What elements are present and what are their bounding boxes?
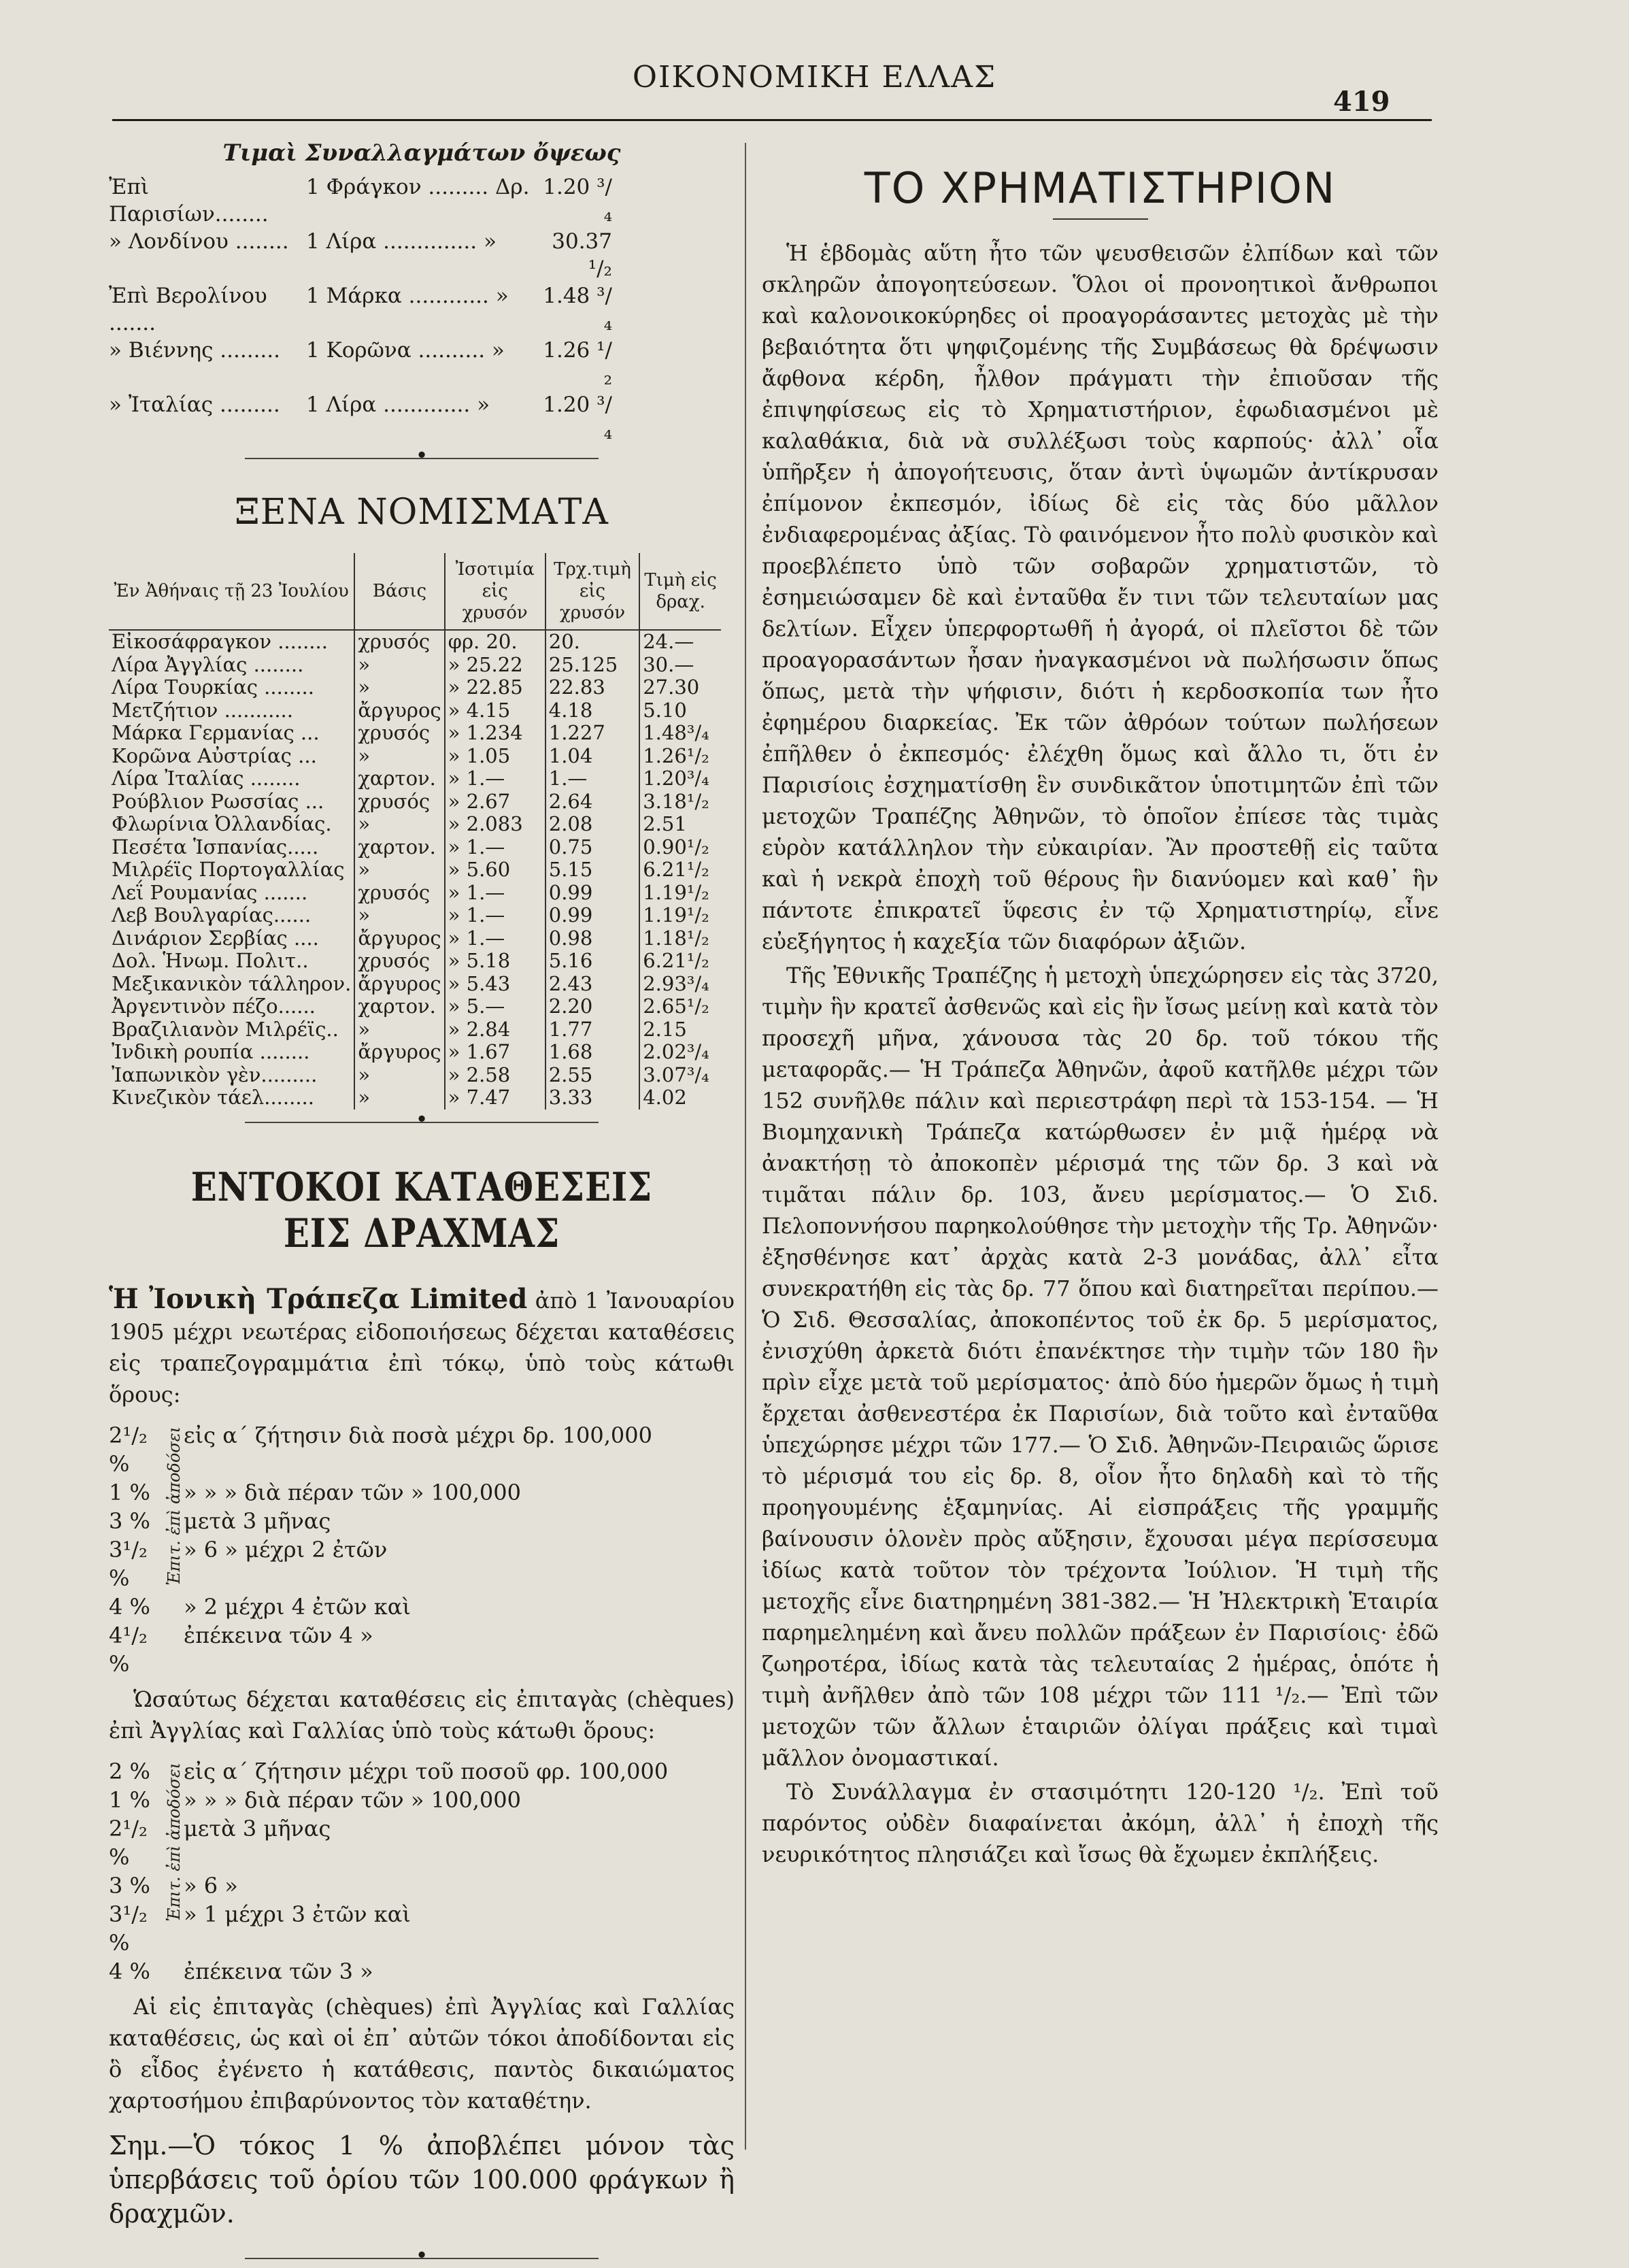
- cell-parity: » 22.85: [445, 676, 545, 699]
- rate-terms: εἰς α΄ ζήτησιν μέχρι τοῦ ποσοῦ φρ. 100,000: [184, 1758, 669, 1784]
- cell-coin: Κορῶνα Αὐστρίας ...: [109, 745, 354, 768]
- cell-basis: ἄργυρος: [354, 973, 444, 996]
- cell-drachma-price: 3.07³/₄: [643, 1063, 709, 1086]
- cell-parity: » 5.—: [445, 995, 545, 1018]
- rate-terms: » 6 »: [184, 1872, 238, 1899]
- cell-coin: Πεσέτα Ἱσπανίας.....: [109, 836, 354, 859]
- cell-drachma-price: 1.18¹/₂: [643, 926, 709, 950]
- cell-basis: »: [354, 676, 444, 699]
- cell-parity: » 5.18: [445, 950, 545, 973]
- cell-current-price: 0.99: [545, 904, 639, 927]
- rate-terms: » 1 μέχρι 3 ἐτῶν καὶ: [184, 1901, 411, 1927]
- cell-drachma-price: 6.21¹/₂: [643, 949, 709, 972]
- cell-parity: » 1.67: [445, 1041, 545, 1064]
- cell-basis: »: [354, 904, 444, 927]
- cell-current-price: 1.04: [545, 745, 639, 768]
- page-number: 419: [1333, 86, 1390, 118]
- cell-drachma-price: 2.65¹/₂: [643, 995, 709, 1018]
- cell-current-price: 0.75: [545, 836, 639, 859]
- table-row: [109, 630, 721, 654]
- cell-current-price: 3.33: [545, 1086, 639, 1110]
- deposits-intro-text: ἀπὸ 1 Ἰανουαρίου 1905 μέχρι νεωτέρας εἰδοποιήσεως δέχεται καταθέσεις εἰς τραπεζογραμμάτια ἐπὶ τόκῳ, ὑπὸ τοὺς κάτωθι ὅρους:: [109, 1287, 735, 1407]
- cell-drachma-price: 1.48³/₄: [643, 721, 709, 744]
- cell-basis: χρυσός: [354, 722, 444, 745]
- cell-parity: » 5.60: [445, 858, 545, 882]
- cell-parity: » 7.47: [445, 1086, 545, 1110]
- cell-parity: » 1.—: [445, 836, 545, 859]
- table-row: [109, 973, 721, 996]
- table-row: [109, 995, 721, 1018]
- rate-percent: 2 %: [109, 1758, 150, 1784]
- exchange-rate-unit: 1 Λίρα ............. »: [306, 393, 490, 417]
- table-row: [109, 858, 721, 882]
- table-row: [109, 813, 721, 836]
- cell-coin: Ἰαπωνικὸν γὲν.........: [109, 1064, 354, 1087]
- rate-percent: 4 %: [109, 1593, 150, 1620]
- rate-row: [109, 1871, 735, 1900]
- cell-coin: Μεξικανικὸν τάλληρον.: [109, 973, 354, 996]
- table-row: [109, 950, 721, 973]
- rate-row: [109, 1814, 735, 1871]
- cell-basis: χρυσός: [354, 950, 444, 973]
- cell-drachma-price: 1.19¹/₂: [643, 903, 709, 927]
- exchange-rate-row: [109, 228, 735, 282]
- cell-drachma-price: 0.90¹/₂: [643, 835, 709, 858]
- col-header-date: Ἐν Ἀθήναις τῇ 23 Ἰουλίου: [109, 553, 354, 630]
- closing-text: Αἱ εἰς ἐπιταγὰς (chèques) ἐπὶ Ἀγγλίας καὶ Γαλλίας καταθέσεις, ὡς καὶ οἱ ἐπ᾿ αὐτῶν τόκοι ἀποδίδονται εἰς ὃ εἶδος ἐγένετο ἡ κατάθεσις, παντὸς δικαιώματος χαρτοσήμου ἐπιβαρύνοντος τὸν καταθέτην.: [109, 1993, 735, 2114]
- cell-basis: ἄργυρος: [354, 927, 444, 950]
- cell-drachma-price: 1.19¹/₂: [643, 880, 709, 904]
- table-row: [109, 790, 721, 814]
- title-rule: [1053, 218, 1148, 220]
- ornament-divider: [245, 458, 599, 459]
- exchange-rate-unit: 1 Κορῶνα .......... »: [306, 338, 505, 363]
- table-header-row: [109, 553, 721, 630]
- rate-terms: ἐπέκεινα τῶν 4 »: [184, 1622, 373, 1648]
- cell-basis: χαρτον.: [354, 767, 444, 790]
- cell-current-price: 2.55: [545, 1064, 639, 1087]
- deposits-note: Σημ.—Ὁ τόκος 1 % ἀποβλέπει μόνον τὰς ὑπερβάσεις τοῦ ὁρίου τῶν 100.000 φράγκων ἢ δραχμῶν.: [109, 2130, 735, 2229]
- ornament-divider: [245, 2258, 599, 2259]
- article-paragraph: Τῆς Ἐθνικῆς Τραπέζης ἡ μετοχὴ ὑπεχώρησεν εἰς τὰς 3720, τιμὴν ἣν κρατεῖ ἀσθενῶς καὶ εἰς ἣν ἴσως μείνῃ καὶ κατὰ τὸν προσεχῆ μῆνα, χάνουσα τὰς 20 δρ. τοῦ τόκου τῆς μεταφορᾶς.— Ἡ Τράπεζα Ἀθηνῶν, ἀφοῦ κατῆλθε μέχρι τῶν 152 συνῆλθε πάλιν καὶ περιεστράφη περὶ τὰ 153-154. — Ἡ Βιομηχανικὴ Τράπεζα κατώρθωσεν ἐν μιᾷ ἡμέρᾳ νὰ ἀνακτήσῃ τὸ ἀποκοπὲν μέρισμά της τῶν δρ. 3 καὶ νὰ τιμᾶται πάλιν δρ. 103, ἄνευ μερίσματος.— Ὁ Σιδ. Πελοποννήσου παρηκολούθησε τὴν μετοχὴν τῆς Τρ. Ἀθηνῶν· ἐξησθένησε κατ᾿ ἀρχὰς κατὰ 2-3 μονάδας, ἀλλ᾿ εἶτα συνεκρατήθη εἰς τὰς δρ. 77 ὅπου καὶ διατηρεῖται περίπου.— Ὁ Σιδ. Θεσσαλίας, ἀποκοπέντος τοῦ ἐκ δρ. 5 μερίσματος, ἐνισχύθη ἀρκετὰ διότι ἐπανέκτησε τὴν τιμὴν τῶν 180 ἣν πρὶν εἶχε μετὰ τοῦ μερίσματος· ἀπὸ δύο ἡμερῶν ὅμως ἡ τιμὴ ἔρχεται ἀσθενεστέρα ἐκ Παρισίων, διὰ τοῦτο καὶ ἐνταῦθα ὑπεχώρησε μέχρι τῶν 177.— Ὁ Σιδ. Ἀθηνῶν-Πειραιῶς ὥρισε τὸ μέρισμά του εἰς δρ. 8, οἷον ἦτο δηλαδὴ καὶ τὸ τῆς προηγουμένης ἑξαμηνίας. Αἱ εἰσπράξεις τῆς γραμμῆς βαίνουσιν ὁλονὲν πρὸς αὔξησιν, ἔχουσαι μέγα περίσσευμα ἰδίως κατὰ τοῦτον τὸν τρέχοντα Ἰούλιον. Ἡ τιμὴ τῆς μετοχῆς εἶνε διατηρημένη 381-382.— Ἡ Ἠλεκτρικὴ Ἑταιρία παρημελημένη καὶ ἄνευ πολλῶν πράξεων ἐν Παρισίοις· ἐδῶ ζωηροτέρα, ἰδίως κατὰ τὰς τελευταίας 2 ἡμέρας, ὁπότε ἡ τιμὴ ἀνῆλθεν ἀπὸ τῶν 108 μέχρι τῶν 111 ¹/₂.— Ἐπὶ τῶν μετοχῶν τῶν ἄλλων ἑταιριῶν ὀλίγαι πράξεις καὶ τιμαὶ μᾶλλον ὀνομαστικαί.: [762, 963, 1439, 1771]
- rate-percent: 1 %: [109, 1479, 150, 1505]
- cell-drachma-price: 2.02³/₄: [643, 1040, 709, 1063]
- cell-coin: Φλωρίνια Ὀλλανδίας.: [109, 813, 354, 836]
- table-row: [109, 722, 721, 745]
- rate-row: [109, 1592, 735, 1621]
- column-divider: [745, 143, 746, 2150]
- cell-basis: »: [354, 813, 444, 836]
- cell-basis: »: [354, 654, 444, 677]
- cell-coin: Κινεζικὸν τάελ........: [109, 1086, 354, 1110]
- rate-row: [109, 1786, 735, 1814]
- vertical-label: Ἐπιτ. ἐπὶ ἀποδόσει: [165, 1426, 184, 1586]
- exchange-rate-value: 1.26 ¹/₂: [543, 338, 612, 390]
- cell-coin: Λεΐ Ρουμανίας .......: [109, 882, 354, 905]
- cell-coin: Λίρα Ἰταλίας ........: [109, 767, 354, 790]
- rate-percent: 3¹/₂ %: [109, 1536, 148, 1591]
- cell-current-price: 2.08: [545, 813, 639, 836]
- cell-basis: χρυσός: [354, 882, 444, 905]
- table-row: [109, 745, 721, 768]
- cell-current-price: 0.99: [545, 882, 639, 905]
- cell-coin: Ρούβλιον Ρωσσίας ...: [109, 790, 354, 814]
- table-row: [109, 699, 721, 722]
- rate-terms: μετὰ 3 μῆνας: [184, 1507, 331, 1534]
- cell-drachma-price: 30.—: [643, 652, 694, 676]
- cell-coin: Λεβ Βουλγαρίας......: [109, 904, 354, 927]
- cell-basis: χρυσός: [354, 790, 444, 814]
- exchange-rate-row: [109, 391, 735, 446]
- table-row: [109, 1064, 721, 1087]
- rate-terms: » 6 » μέχρι 2 ἐτῶν: [184, 1536, 388, 1563]
- cell-parity: » 1.—: [445, 882, 545, 905]
- col-header-basis: Βάσις: [354, 553, 444, 630]
- rate-terms: » 2 μέχρι 4 ἐτῶν καὶ: [184, 1593, 411, 1620]
- cell-basis: »: [354, 745, 444, 768]
- table-row: [109, 836, 721, 859]
- exchange-rate-value: 1.48 ³/₄: [543, 284, 612, 335]
- rate-percent: 4¹/₂ %: [109, 1622, 148, 1677]
- deposits-title: ΕΝΤΟΚΟΙ ΚΑΤΑΘΕΣΕΙΣ ΕΙΣ ΔΡΑΧΜΑΣ: [190, 1163, 653, 1256]
- cell-current-price: 1.77: [545, 1018, 639, 1041]
- cell-parity: » 2.67: [445, 790, 545, 814]
- cheques-text: Ὡσαύτως δέχεται καταθέσεις εἰς ἐπιταγὰς (chèques) ἐπὶ Ἀγγλίας καὶ Γαλλίας ὑπὸ τοὺς κάτωθι ὅρους:: [109, 1686, 735, 1744]
- rate-terms: εἰς α΄ ζήτησιν διὰ ποσὰ μέχρι δρ. 100,000: [184, 1422, 652, 1448]
- cell-current-price: 1.68: [545, 1041, 639, 1064]
- exchange-rate-row: [109, 173, 735, 228]
- cell-parity: » 25.22: [445, 654, 545, 677]
- cell-drachma-price: 2.15: [643, 1017, 687, 1041]
- exchange-rate-unit: 1 Φράγκον ......... Δρ.: [306, 175, 530, 199]
- cell-current-price: 22.83: [545, 676, 639, 699]
- cell-basis: »: [354, 1064, 444, 1087]
- exchange-rate-value: 1.20 ³/₄: [543, 393, 612, 444]
- table-row: [109, 767, 721, 790]
- cell-coin: Εἰκοσάφραγκον ........: [109, 630, 354, 654]
- cell-parity: » 2.84: [445, 1018, 545, 1041]
- exchange-rate-value: 30.37 ¹/₂: [552, 229, 612, 281]
- cell-basis: »: [354, 1018, 444, 1041]
- cell-current-price: 0.98: [545, 927, 639, 950]
- exchange-rate-place: » Ἰταλίας .........: [109, 393, 280, 417]
- page-header-title: ΟΙΚΟΝΟΜΙΚΗ ΕΛΛΑΣ: [632, 60, 997, 95]
- exchange-rate-value: 1.20 ³/₄: [543, 175, 612, 227]
- exchange-rate-place: » Λονδίνου ........: [109, 229, 289, 254]
- cell-parity: » 5.43: [445, 973, 545, 996]
- rate-percent: 3 %: [109, 1507, 150, 1534]
- cell-coin: Ἰνδικὴ ρουπία ........: [109, 1041, 354, 1064]
- cell-basis: ἄργυρος: [354, 699, 444, 722]
- rate-percent: 3¹/₂ %: [109, 1901, 148, 1956]
- header-rule: [112, 119, 1432, 121]
- cell-basis: χαρτον.: [354, 995, 444, 1018]
- cell-drachma-price: 2.93³/₄: [643, 971, 709, 995]
- exchange-rates-title: Τιμαὶ Συναλλαγμάτων ὄψεως: [222, 139, 621, 167]
- rate-percent: 3 %: [109, 1872, 150, 1899]
- cell-coin: Λίρα Ἀγγλίας ........: [109, 654, 354, 677]
- cell-coin: Ἀργεντινὸν πέζο......: [109, 995, 354, 1018]
- exchange-rate-unit: 1 Λίρα .............. »: [306, 229, 497, 254]
- cell-coin: Μάρκα Γερμανίας ...: [109, 722, 354, 745]
- cell-drachma-price: 24.—: [643, 630, 694, 653]
- exchange-rate-row: [109, 282, 735, 337]
- cell-current-price: 1.227: [545, 722, 639, 745]
- cell-drachma-price: 27.30: [643, 676, 700, 699]
- rate-row: [109, 1421, 735, 1478]
- table-row: [109, 1018, 721, 1041]
- foreign-coins-body: [109, 630, 721, 1110]
- exchange-rate-unit: 1 Μάρκα ............ »: [306, 284, 509, 308]
- cell-coin: Βραζιλιανὸν Μιλρέϊς..: [109, 1018, 354, 1041]
- rate-terms: ἐπέκεινα τῶν 3 »: [184, 1958, 373, 1984]
- rate-percent: 4 %: [109, 1958, 150, 1984]
- table-row: [109, 927, 721, 950]
- rate-terms: » » » διὰ πέραν τῶν » 100,000: [184, 1786, 521, 1813]
- cell-current-price: 5.16: [545, 950, 639, 973]
- exchange-rate-row: [109, 337, 735, 391]
- rate-percent: 1 %: [109, 1786, 150, 1813]
- cell-parity: » 1.—: [445, 927, 545, 950]
- article-paragraph: Τὸ Συνάλλαγμα ἐν στασιμότητι 120-120 ¹/₂. Ἐπὶ τοῦ παρόντος οὐδὲν διαφαίνεται ἀκόμη, ἀλλ᾿ ἡ ἐποχὴ τῆς νευρικότητος πλησιάζει καὶ ἴσως θὰ ἔχωμεν ἐκπλήξεις.: [762, 1779, 1439, 1867]
- cell-drachma-price: 1.26¹/₂: [643, 744, 709, 767]
- cell-coin: Δολ. Ἡνωμ. Πολιτ..: [109, 950, 354, 973]
- rate-row: [109, 1478, 735, 1507]
- cell-basis: »: [354, 1086, 444, 1110]
- rates-list-drachma: [109, 1421, 735, 1678]
- rate-percent: 2¹/₂ %: [109, 1422, 148, 1477]
- cell-drachma-price: 2.51: [643, 812, 687, 835]
- cell-current-price: 2.43: [545, 973, 639, 996]
- rate-row: [109, 1957, 735, 1986]
- cell-basis: ἄργυρος: [354, 1041, 444, 1064]
- rate-row: [109, 1507, 735, 1535]
- cell-current-price: 20.: [545, 630, 639, 654]
- rate-row: [109, 1757, 735, 1786]
- right-column: [762, 150, 1439, 1873]
- cell-parity: » 4.15: [445, 699, 545, 722]
- cell-parity: φρ. 20.: [445, 630, 545, 654]
- table-row: [109, 882, 721, 905]
- table-row: [109, 676, 721, 699]
- cell-parity: » 1.234: [445, 722, 545, 745]
- cell-parity: » 2.58: [445, 1064, 545, 1087]
- col-header-drachma-price: Τιμὴ εἰς δραχ.: [639, 553, 721, 630]
- cell-drachma-price: 6.21¹/₂: [643, 858, 709, 881]
- left-column: [109, 139, 735, 2259]
- cell-current-price: 25.125: [545, 654, 639, 677]
- cell-parity: » 2.083: [445, 813, 545, 836]
- exchange-rate-place: Ἐπὶ Παρισίων........: [109, 175, 269, 227]
- table-row: [109, 654, 721, 677]
- cell-coin: Λίρα Τουρκίας ........: [109, 676, 354, 699]
- rate-terms: » » » διὰ πέραν τῶν » 100,000: [184, 1479, 521, 1505]
- foreign-coins-table: [109, 553, 721, 1110]
- rate-row: [109, 1621, 735, 1678]
- cell-drachma-price: 4.02: [643, 1086, 687, 1109]
- stock-exchange-title: ΤΟ ΧΡΗΜΑΤΙΣΤΗΡΙΟΝ: [864, 163, 1337, 213]
- cell-parity: » 1.05: [445, 745, 545, 768]
- rate-row: [109, 1900, 735, 1957]
- cell-current-price: 5.15: [545, 858, 639, 882]
- rate-percent: 2¹/₂ %: [109, 1815, 148, 1870]
- cell-coin: Δινάριον Σερβίας ....: [109, 927, 354, 950]
- foreign-coins-title: ΞΕΝΑ ΝΟΜΙΣΜΑΤΑ: [235, 492, 609, 533]
- cell-basis: χρυσός: [354, 630, 444, 654]
- cell-current-price: 4.18: [545, 699, 639, 722]
- cell-current-price: 2.64: [545, 790, 639, 814]
- ornament-divider: [245, 1122, 599, 1123]
- cell-coin: Μιλρέϊς Πορτογαλλίας: [109, 858, 354, 882]
- bank-name: Ἡ Ἰονικὴ Τράπεζα Limited: [109, 1282, 528, 1315]
- col-header-parity: Ἰσοτιμία εἰς χρυσόν: [445, 553, 545, 630]
- deposits-intro: [109, 1284, 735, 1410]
- rate-terms: μετὰ 3 μῆνας: [184, 1815, 331, 1841]
- cell-parity: » 1.—: [445, 904, 545, 927]
- cell-basis: »: [354, 858, 444, 882]
- cell-drachma-price: 3.18¹/₂: [643, 789, 709, 813]
- rate-row: [109, 1535, 735, 1592]
- cell-parity: » 1.—: [445, 767, 545, 790]
- col-header-current-price: Τρχ.τιμὴ εἰς χρυσόν: [545, 553, 639, 630]
- cell-current-price: 1.—: [545, 767, 639, 790]
- exchange-rate-place: » Βιέννης .........: [109, 338, 280, 363]
- table-row: [109, 1041, 721, 1064]
- exchange-rate-place: Ἐπὶ Βερολίνου .......: [109, 284, 267, 335]
- rates-list-cheques: [109, 1757, 735, 1986]
- cell-basis: χαρτον.: [354, 836, 444, 859]
- article-paragraph: Ἡ ἑβδομὰς αὕτη ἦτο τῶν ψευσθεισῶν ἐλπίδων καὶ τῶν σκληρῶν ἀπογοητεύσεων. Ὅλοι οἱ προνοητικοὶ ἄνθρωποι καὶ καλονοικοκύρηδες οἱ προαγοράσαντες μετοχὰς μὲ τὴν βεβαιότητα ὅτι ψηφιζομένης τῆς Συμβάσεως θὰ δρέψωσιν ἄφθονα κέρδη, ἦλθον πράγματι τὴν ἐπιοῦσαν τῆς ἐπιψηφίσεως εἰς τὸ Χρηματιστήριον, ἐφωδιασμένοι μὲ καλαθάκια, διὰ νὰ συλλέξωσι τοὺς καρπούς· ἀλλ᾿ οἷα ὑπῆρξεν ἡ ἀπογοήτευσις, ὅταν ἀντὶ ὑψωμῶν ἀντίκρυσαν ἐπίμονον ἐκπεσμόν, ἰδίως δὲ εἰς τὰς δύο μᾶλλον ἐνδιαφερομένας ἀξίας. Τὸ φαινόμενον ἦτο πολὺ φυσικὸν καὶ προεβλέπετο ὑπὸ τῶν σοβαρῶν χρηματιστῶν, τὸ ἐσημειώσαμεν δὲ καὶ ἐνταῦθα ἔν τινι τῶν τελευταίων μας δελτίων. Εἶχεν ὑπερφορτωθῆ ἡ ἀγορά, οἱ πλεῖστοι δὲ τῶν προαγορασάντων ἦσαν ἠναγκασμένοι νὰ πωλήσωσιν ὅπως ὅπως, μετὰ τὴν ψήφισιν, διότι ἡ κερδοσκοπία των ἦτο ἐφημέρου διαρκείας. Ἐκ τῶν ἀθρόων τούτων πωλήσεων ἐπῆλθεν ὁ ἐκπεσμός· ἐλέχθη ὅμως καὶ ἄλλο τι, ὅτι ἐν Παρισίοις ἐσχηματίσθη ἓν συνδικᾶτον ὑποτιμητῶν ἐπὶ τῶν μετοχῶν Τραπέζης Ἀθηνῶν, τὸ ὁποῖον ἐπίεσε τὰς τιμὰς εὑρὸν κατάλληλον τὴν εὐκαιρίαν. Ἂν προστεθῇ εἰς ταῦτα καὶ ἡ νεκρὰ ἐποχὴ τοῦ θέρους ἣν διανύομεν καὶ καθ᾿ ἣν πάντοτε ἐπικρατεῖ ὕφεσις ἐν τῷ Χρηματιστηρίῳ, εἶνε εὐεξήγητος ἡ καχεξία τῶν διαφόρων ἀξιῶν.: [762, 240, 1439, 954]
- table-row: [109, 904, 721, 927]
- cell-coin: Μετζήτιον ...........: [109, 699, 354, 722]
- vertical-label: Ἐπιτ. ἐπὶ ἀποδόσει: [165, 1762, 184, 1922]
- cell-drachma-price: 5.10: [643, 698, 687, 722]
- exchange-rates-list: [109, 173, 735, 446]
- cell-drachma-price: 1.20³/₄: [643, 767, 709, 790]
- cell-current-price: 2.20: [545, 995, 639, 1018]
